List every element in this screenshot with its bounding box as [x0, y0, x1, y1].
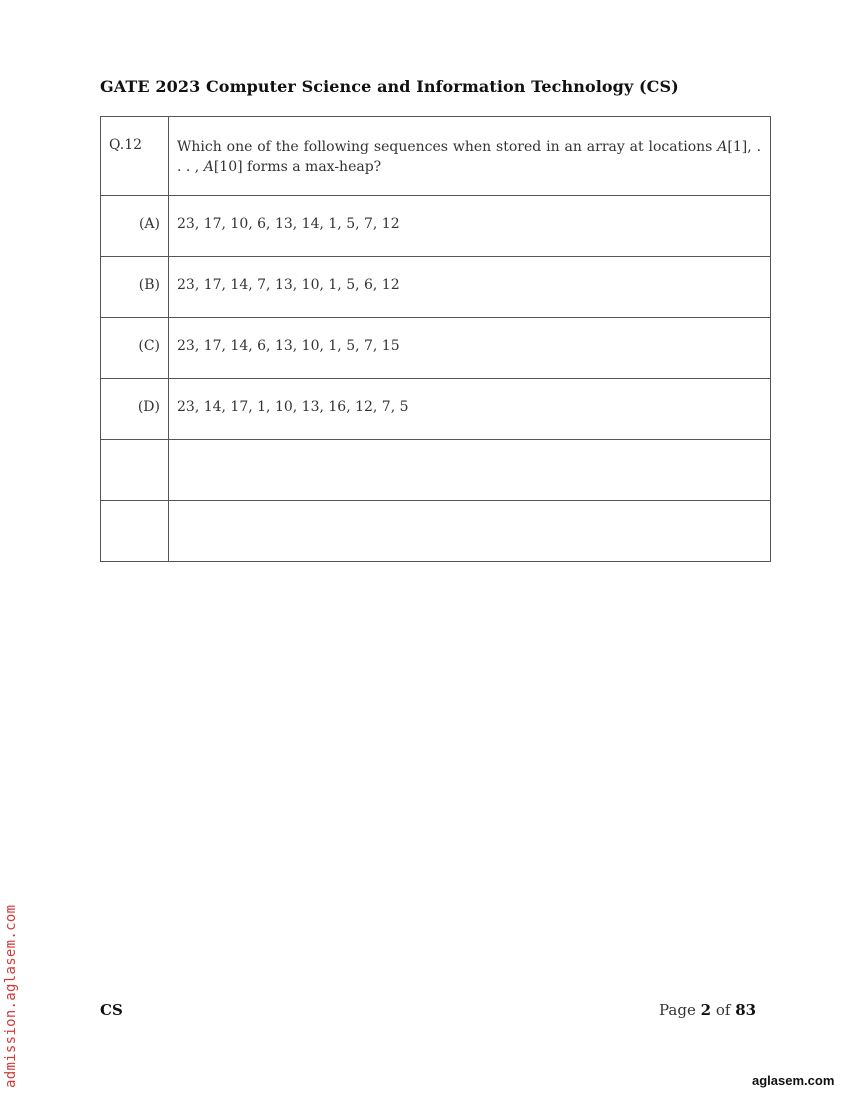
question-text: [169, 117, 770, 177]
option-text-b: 23, 17, 14, 7, 13, 10, 1, 5, 6, 12: [177, 277, 400, 293]
option-label-d: (D): [137, 399, 160, 415]
brand-watermark: aglasem.com: [752, 1073, 835, 1088]
array-index-range-start: [1], . . . ,: [177, 139, 762, 175]
array-var-a-first: A: [717, 139, 728, 155]
page-of: of: [715, 1001, 731, 1019]
question-number: Q.12: [109, 137, 143, 153]
option-row-d: [101, 379, 771, 440]
option-label-b: (B): [138, 277, 160, 293]
question-table: [100, 116, 771, 562]
array-var-a-last: A: [203, 159, 214, 175]
exam-title: GATE 2023 Computer Science and Information Technology (CS): [100, 77, 679, 96]
option-row-a: [101, 196, 771, 257]
option-text-a: 23, 17, 10, 6, 13, 14, 1, 5, 7, 12: [177, 216, 400, 232]
option-text-d: 23, 14, 17, 1, 10, 13, 16, 12, 7, 5: [177, 399, 409, 415]
footer-subject-code: CS: [100, 1001, 123, 1019]
question-text-part2: forms a max-heap?: [242, 159, 382, 175]
option-row-b: [101, 257, 771, 318]
option-label-a: (A): [138, 216, 160, 232]
question-row: [101, 117, 771, 196]
page-word: Page: [659, 1001, 696, 1019]
side-watermark: admission.aglasem.com: [3, 904, 19, 1088]
option-text-c: 23, 17, 14, 6, 13, 10, 1, 5, 7, 15: [177, 338, 400, 354]
question-text-cell: [169, 117, 771, 196]
footer-page-number: [659, 1001, 756, 1019]
blank-row-1: [101, 440, 771, 501]
question-text-part1: Which one of the following sequences when stored in an array at locations: [177, 139, 713, 155]
page-current: 2: [700, 1001, 712, 1019]
blank-row-2: [101, 501, 771, 562]
page-total: 83: [735, 1001, 757, 1019]
question-number-cell: [101, 117, 169, 196]
option-label-c: (C): [138, 338, 160, 354]
option-row-c: [101, 318, 771, 379]
array-index-last: [10]: [213, 159, 243, 175]
